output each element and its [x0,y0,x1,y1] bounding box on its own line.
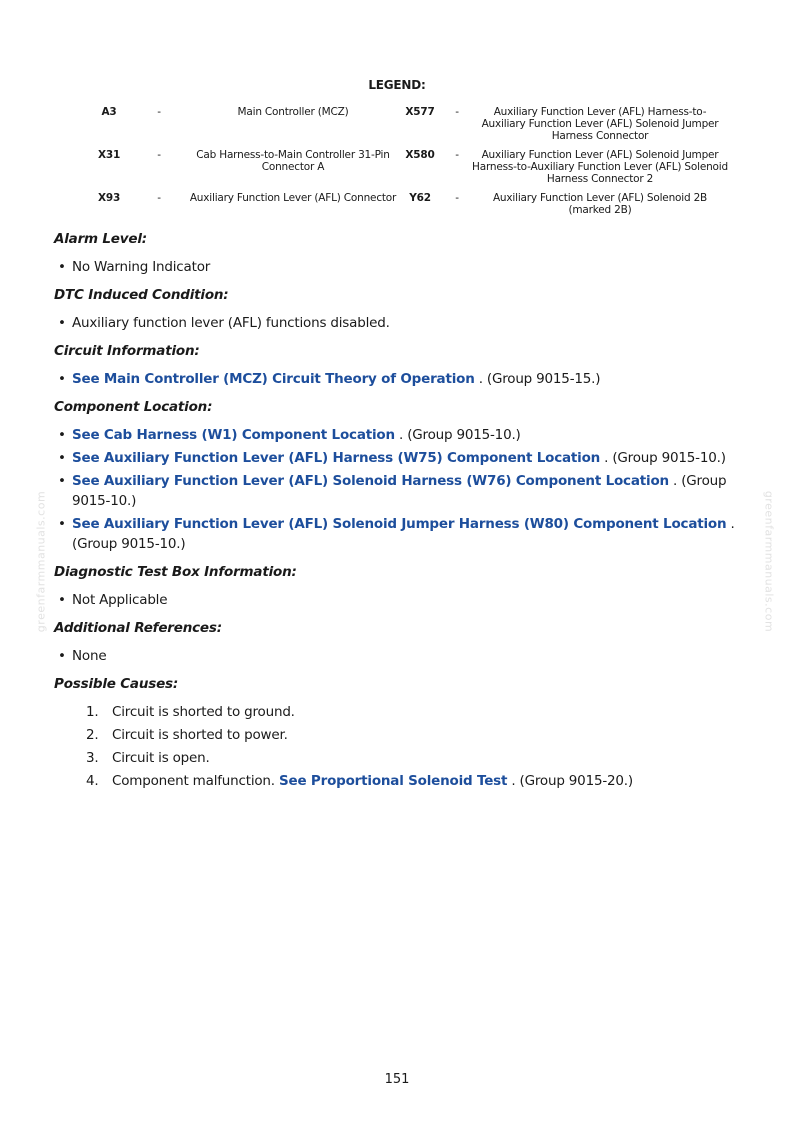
list-item [54,257,744,277]
alarm-level-heading: Alarm Level: [54,231,147,247]
proportional-solenoid-test-link[interactable]: See Proportional Solenoid Test [278,773,508,789]
legend-description: Cab Harness-to-Main Controller 31-Pin Connector A [196,149,390,173]
alarm-level-list [54,257,744,277]
component-location-list [54,425,744,554]
legend-dash: - [455,192,459,204]
bullet: • [58,315,66,331]
possible-causes-list [54,702,744,791]
legend-code: X93 [97,192,121,204]
diagnostic-test-box-list [54,590,744,610]
item-text: Component malfunction. [112,773,279,789]
bullet: • [58,450,66,466]
watermark-left: greenfarmmanuals.com [34,490,48,633]
item-number: 1. [86,704,99,720]
document-body [54,229,744,794]
component-location-heading: Component Location: [54,399,213,415]
group-reference: . (Group 9015-10.) [600,450,726,466]
legend-row [88,106,728,149]
list-item [54,471,744,511]
additional-references-heading: Additional References: [54,620,222,636]
bullet: • [58,473,66,489]
group-reference: . (Group 9015-10.) [394,427,521,443]
list-item [54,425,744,445]
legend-dash: - [157,192,161,204]
item-text: Circuit is open. [112,750,210,766]
circuit-info-list [54,369,744,389]
item-number: 4. [86,773,99,789]
group-reference: . (Group 9015-10.) [72,516,735,552]
legend-code: X580 [405,149,435,161]
cab-harness-link[interactable]: See Cab Harness (W1) Component Location [72,427,395,443]
list-item [54,369,744,389]
legend-code: X31 [97,149,121,161]
legend-description: Auxiliary Function Lever (AFL) Solenoid Jumper Harness-to-Auxiliary Function Lever (AFL) Solenoid Harness Connector 2 [472,149,728,185]
legend-code: X577 [405,106,435,118]
afl-solenoid-harness-link[interactable]: See Auxiliary Function Lever (AFL) Solenoid Harness (W76) Component Location [72,473,669,489]
legend-description: Auxiliary Function Lever (AFL) Connector [189,192,397,204]
circuit-theory-link[interactable]: See Main Controller (MCZ) Circuit Theory of Operation [72,371,475,387]
legend-row [88,149,728,192]
list-item [54,590,744,610]
item-text: Not Applicable [72,592,168,608]
legend-dash: - [157,149,161,161]
legend-dash: - [157,106,161,118]
afl-harness-link[interactable]: See Auxiliary Function Lever (AFL) Harness (W75) Component Location [72,450,601,466]
item-text: None [72,648,107,664]
bullet: • [58,259,66,275]
legend-table [88,106,728,223]
legend-dash: - [455,106,459,118]
list-item [54,448,744,468]
item-text: Circuit is shorted to ground. [112,704,295,720]
list-item [54,646,744,666]
dtc-condition-list [54,313,744,333]
list-item [54,771,744,791]
legend-title: LEGEND: [368,78,426,92]
item-text: Circuit is shorted to power. [112,727,288,743]
list-item [54,514,744,554]
list-item [54,748,744,768]
legend-description: Main Controller (MCZ) [237,106,349,118]
circuit-info-heading: Circuit Information: [54,343,200,359]
list-item [54,725,744,745]
page-number: 151 [384,1072,410,1087]
list-item [54,702,744,722]
legend-description: Auxiliary Function Lever (AFL) Solenoid 2B (marked 2B) [492,192,708,216]
additional-references-list [54,646,744,666]
bullet: • [58,427,66,443]
legend-description: Auxiliary Function Lever (AFL) Harness-to-Auxiliary Function Lever (AFL) Solenoid Jumper Harness Connector [481,106,719,142]
group-reference: . (Group 9015-10.) [72,473,727,509]
afl-solenoid-jumper-harness-link[interactable]: See Auxiliary Function Lever (AFL) Solenoid Jumper Harness (W80) Component Location [72,516,727,532]
item-text: No Warning Indicator [72,259,211,275]
item-number: 3. [86,750,99,766]
list-item [54,313,744,333]
group-reference: . (Group 9015-20.) [507,773,633,789]
legend-code: Y62 [409,192,431,204]
dtc-condition-heading: DTC Induced Condition: [54,287,229,303]
legend-dash: - [455,149,459,161]
item-text: Auxiliary function lever (AFL) functions disabled. [72,315,390,331]
diagnostic-test-box-heading: Diagnostic Test Box Information: [54,564,297,580]
bullet: • [58,371,66,387]
item-number: 2. [86,727,99,743]
possible-causes-heading: Possible Causes: [54,676,179,692]
bullet: • [58,516,66,532]
legend-row [88,192,728,223]
bullet: • [58,648,66,664]
group-reference: . (Group 9015-15.) [474,371,601,387]
bullet: • [58,592,66,608]
watermark-right: greenfarmmanuals.com [762,490,776,633]
legend-code: A3 [101,106,117,118]
